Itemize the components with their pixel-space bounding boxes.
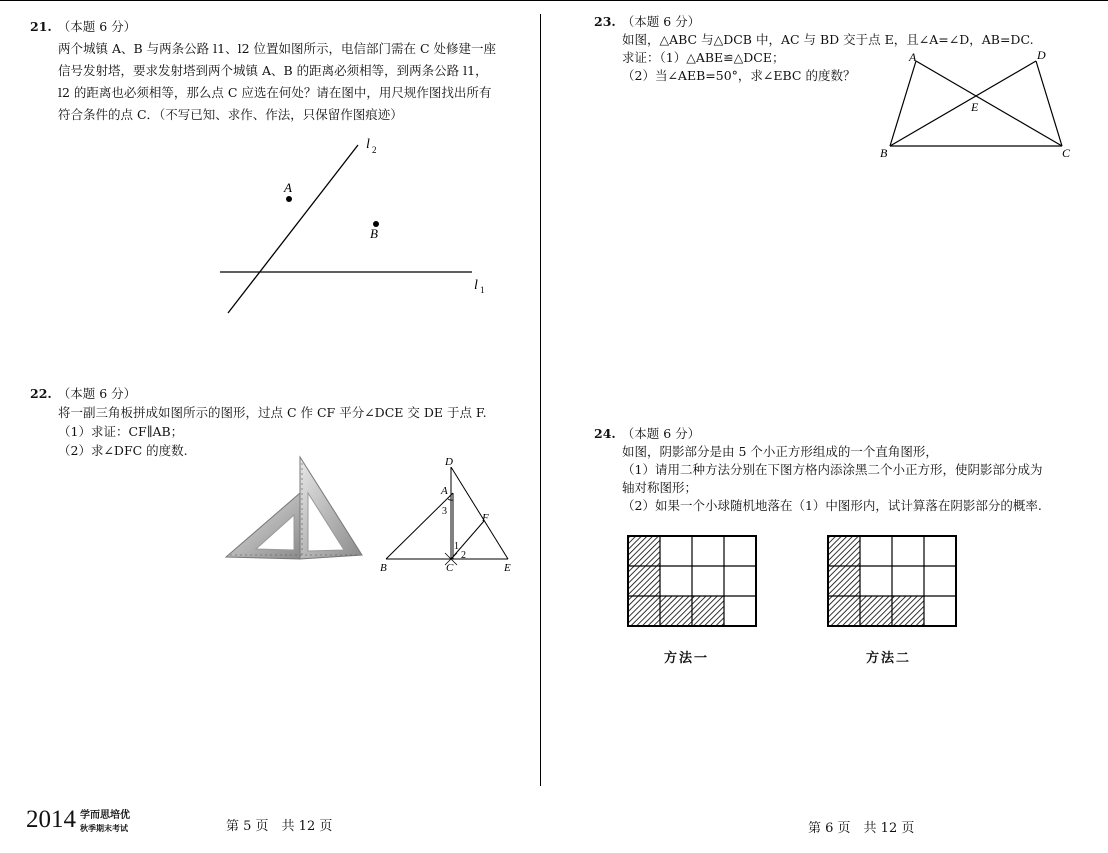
question-text-line: （2）当∠AEB=50°，求∠EBC 的度数？: [622, 68, 856, 83]
question-text-line: （2）求∠DFC 的度数.: [58, 443, 188, 458]
question-22: [30, 384, 530, 460]
line-cf: [451, 521, 484, 559]
shaded-cell: [628, 536, 660, 566]
label-c: C: [1062, 146, 1071, 160]
label-a: A: [909, 50, 917, 64]
shaded-cell: [828, 536, 860, 566]
line-ba: [386, 493, 453, 559]
question-number: 24.: [594, 426, 616, 441]
grid-method-1: [626, 534, 758, 630]
right-page-number: 第 6 页 共 12 页: [808, 821, 915, 836]
label-e: E: [504, 562, 511, 574]
question-points: （本题 6 分）: [57, 19, 137, 34]
question-number: 22.: [30, 386, 52, 401]
question-23-header: [594, 13, 1064, 31]
shaded-cell: [828, 596, 860, 626]
shaded-cell: [628, 596, 660, 626]
label-a: A: [441, 485, 448, 497]
question-text-line: 符合条件的点 C．（不写已知、求作、作法，只保留作图痕迹）: [58, 107, 403, 122]
question-text-line: （2）如果一个小球随机地落在（1）中图形内，试计算落在阴影部分的概率.: [622, 498, 1042, 513]
q22-figure: [378, 455, 518, 580]
method-2-label: 方法二: [866, 651, 912, 666]
footer-brand: [80, 810, 130, 834]
q23-figure: [876, 46, 1076, 161]
shaded-cell: [828, 566, 860, 596]
town-a-point: [286, 196, 292, 202]
label-d: D: [445, 456, 453, 468]
brand-line-1: 学而思培优: [80, 810, 130, 821]
label-d: D: [1037, 48, 1046, 62]
shaded-cell: [628, 566, 660, 596]
label-angle-1: 1: [454, 541, 459, 552]
question-text-line: 如图，△ABC 与△DCB 中，AC 与 BD 交于点 E，且∠A=∠D，AB=DC.: [622, 32, 1034, 47]
shaded-cell: [860, 596, 892, 626]
label-l1-sub: 1: [480, 285, 485, 295]
footer-year: 2014: [26, 806, 76, 833]
question-points: （本题 6 分）: [621, 14, 701, 29]
shaded-cell: [892, 596, 924, 626]
label-c: C: [446, 562, 454, 574]
label-b: B: [880, 146, 888, 160]
label-l1: l: [474, 278, 478, 293]
method-1-label: 方法一: [664, 651, 710, 666]
question-number: 23.: [594, 14, 616, 29]
question-number: 21.: [30, 19, 52, 34]
road-l2: [228, 145, 358, 313]
question-21: [30, 16, 530, 126]
label-b: B: [380, 562, 387, 574]
question-22-header: [30, 384, 530, 403]
question-text-line: 求证：（1）△ABE≌△DCE；: [622, 50, 785, 65]
label-f: F: [482, 512, 489, 524]
question-text-line: （1）求证：CF∥AB；: [58, 424, 184, 439]
top-rule: [0, 0, 1108, 1]
question-21-header: [30, 16, 530, 38]
left-page-number: 第 5 页 共 12 页: [226, 819, 333, 834]
shaded-cell: [660, 596, 692, 626]
label-a: A: [284, 180, 292, 195]
label-b: B: [370, 226, 378, 241]
grid-method-2: [826, 534, 958, 630]
label-e: E: [971, 100, 979, 114]
question-text-line: 轴对称图形；: [622, 480, 698, 495]
question-text-line: 两个城镇 A、B 与两条公路 l1、l2 位置如图所示，电信部门需在 C 处修建一座: [58, 41, 497, 56]
question-text-line: 如图，阴影部分是由 5 个小正方形组成的一个直角图形，: [622, 444, 938, 459]
shaded-cell: [692, 596, 724, 626]
line-de: [451, 467, 508, 559]
brand-line-2: 秋季期末考试: [80, 823, 128, 833]
question-text-line: （1）请用二种方法分别在下图方格内添涂黑二个小正方形，使阴影部分成为: [622, 462, 1043, 477]
label-angle-2: 2: [461, 550, 466, 561]
label-angle-3: 3: [442, 506, 447, 517]
question-24: [594, 425, 1094, 515]
column-divider: [540, 14, 541, 786]
label-l2: l: [366, 137, 370, 152]
question-text-line: 将一副三角板拼成如图所示的图形，过点 C 作 CF 平分∠DCE 交 DE 于点 F.: [58, 405, 487, 420]
label-l2-sub: 2: [372, 145, 377, 155]
set-squares-photo: [222, 455, 367, 565]
question-points: （本题 6 分）: [621, 426, 701, 441]
question-points: （本题 6 分）: [57, 386, 137, 401]
question-text-line: 信号发射塔，要求发射塔到两个城镇 A、B 的距离必须相等，到两条公路 l1，: [58, 63, 488, 78]
question-24-header: [594, 425, 1094, 443]
question-text-line: l2 的距离也必须相等，那么点 C 应选在何处？请在图中，用尺规作图找出所有: [58, 85, 492, 100]
q21-figure: [210, 135, 510, 320]
